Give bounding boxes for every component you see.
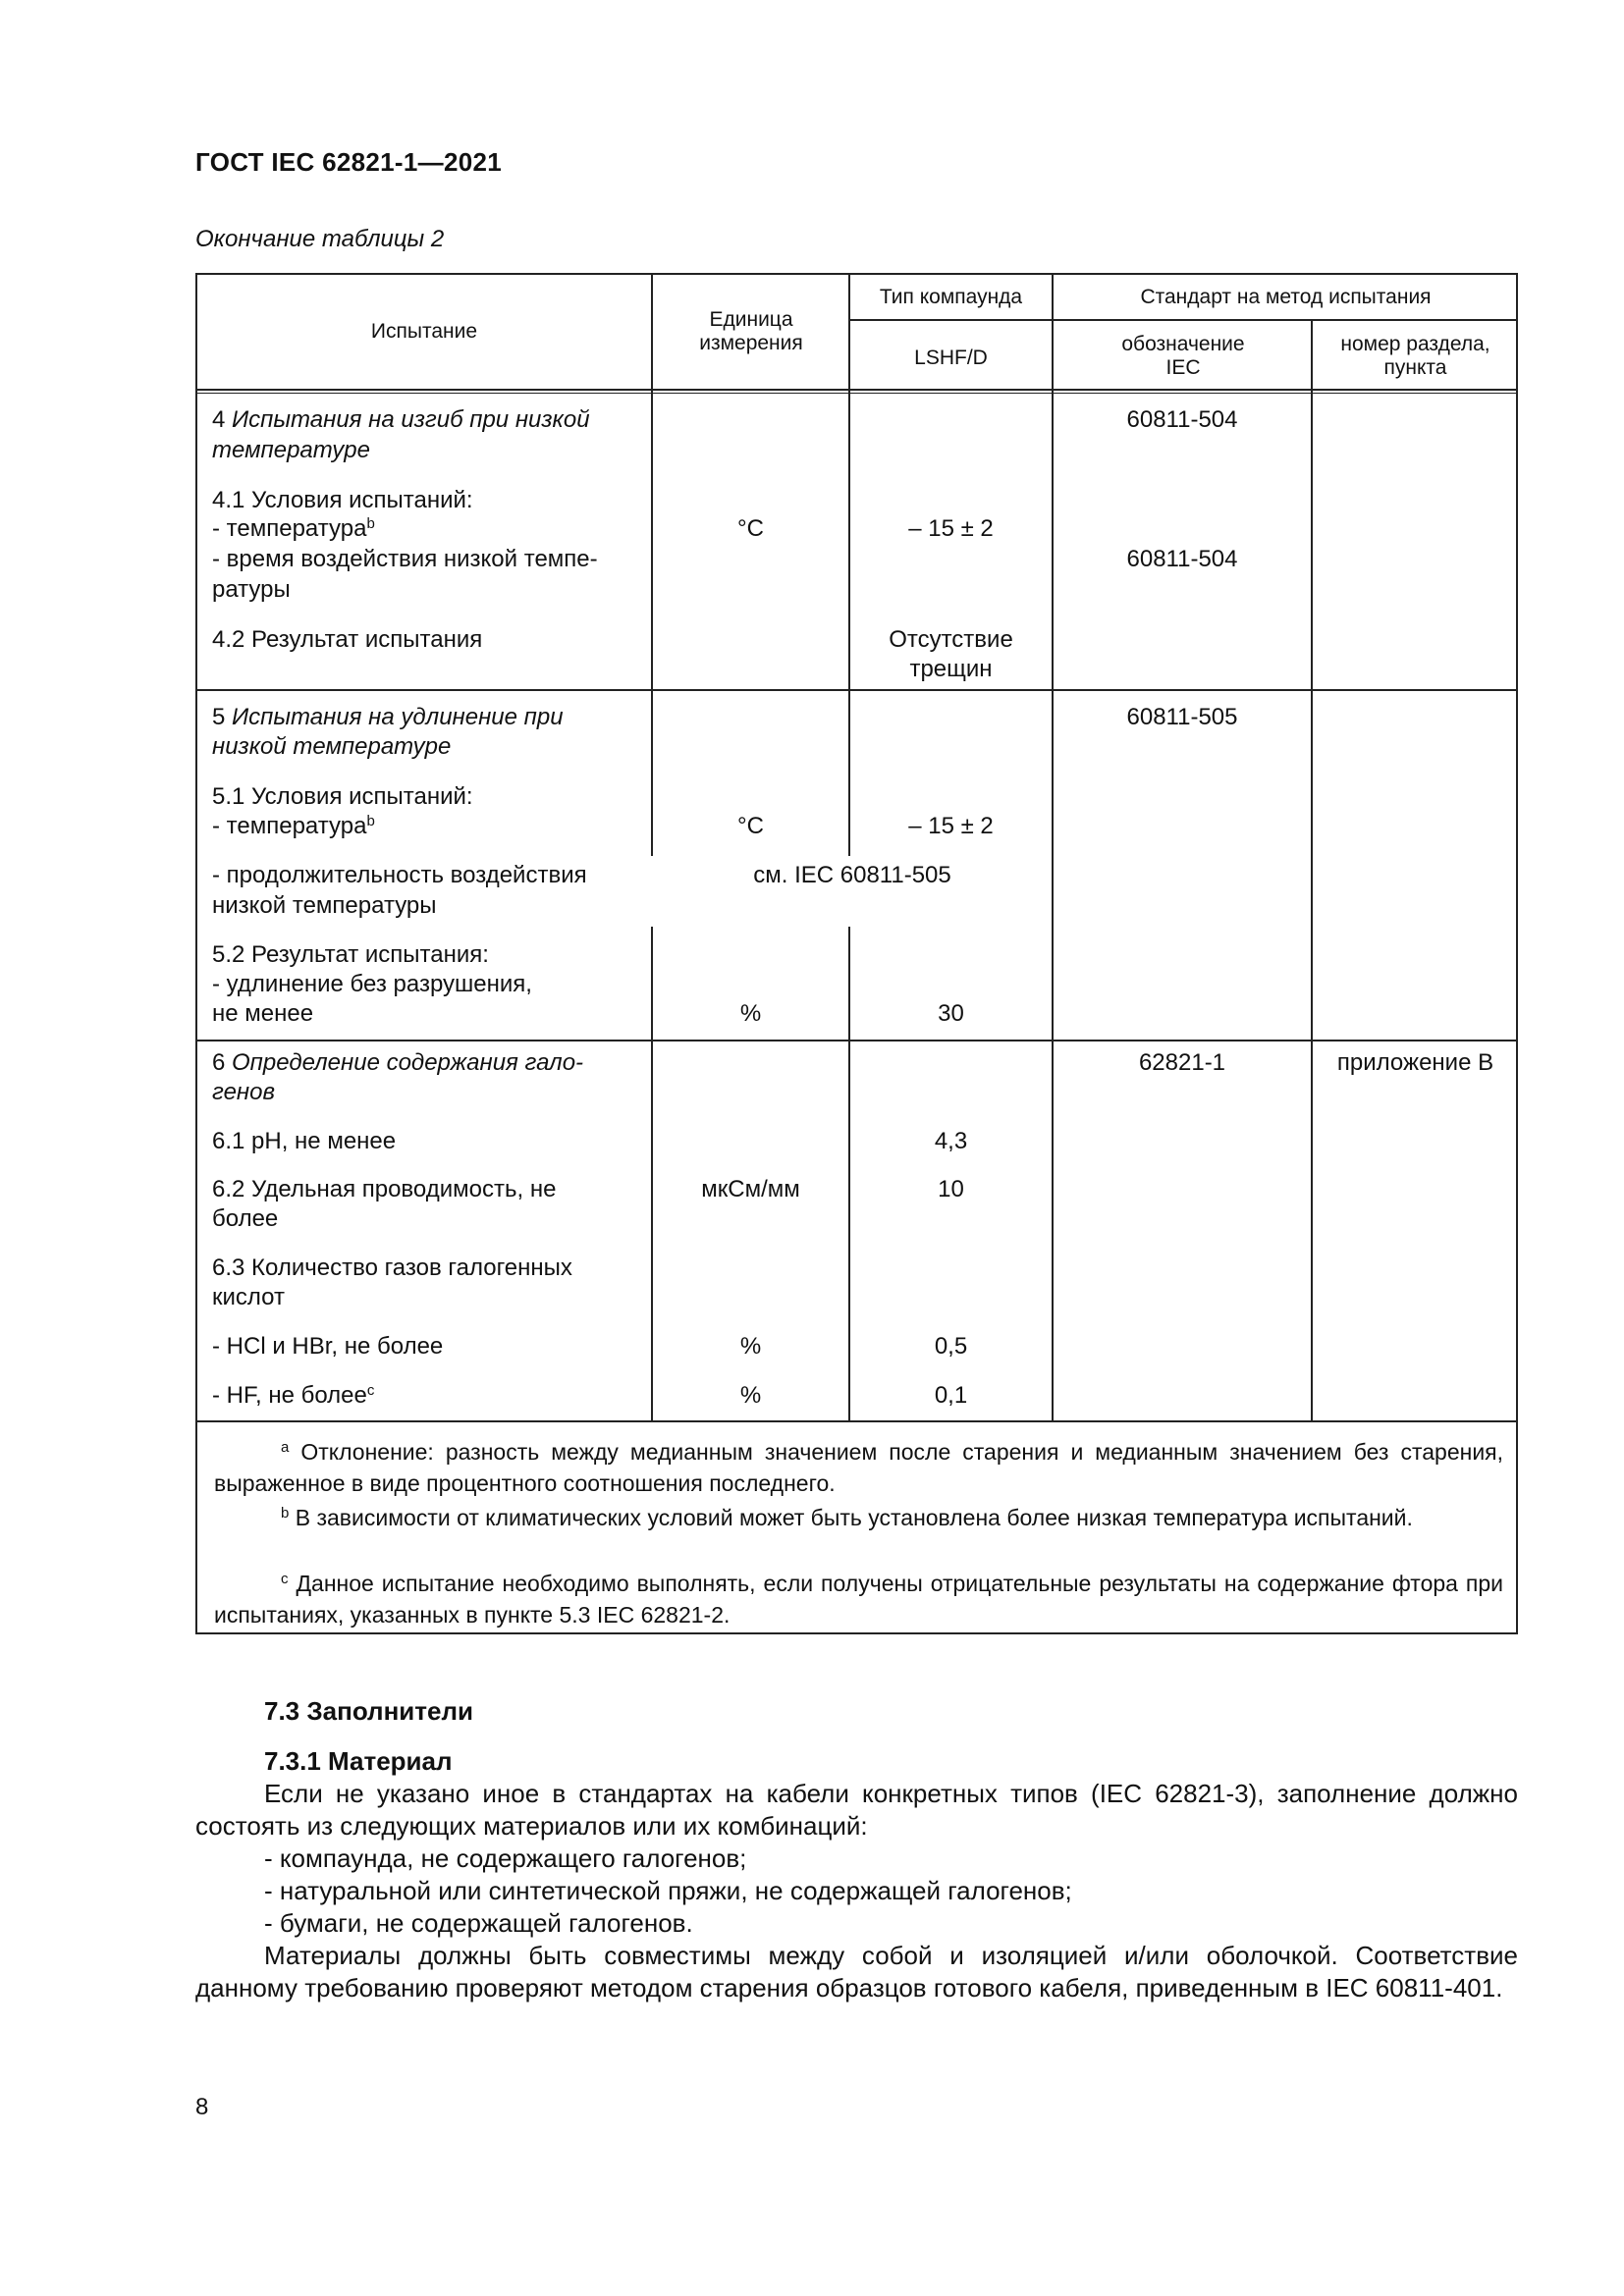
heading-7-3-1: 7.3.1 Материал (264, 1746, 453, 1776)
s6-hcl-val: 0,5 (934, 1333, 968, 1360)
s5-result-2: - удлинение без разрушения, (212, 971, 532, 997)
s5-duration-2: низкой температуры (212, 892, 437, 919)
s6-hcl: - HCl и HBr, не более (212, 1333, 444, 1360)
s5-title: 5 Испытания на удлинение при (212, 704, 564, 730)
footnote-c (214, 1568, 1503, 1630)
s5-result-3: не менее (212, 1000, 314, 1027)
s5-duration-val: см. IEC 60811-505 (753, 862, 951, 888)
s5-temp-sup: b (366, 813, 375, 829)
s6-ph-val: 4,3 (934, 1128, 968, 1154)
s4-temp-label: - температура (212, 515, 367, 542)
s5-temp-label: - температура (212, 813, 367, 839)
s4-time-2: ратуры (212, 576, 291, 603)
s5-result-unit: % (739, 1000, 762, 1027)
table-line (195, 689, 1518, 691)
paragraph-1 (195, 1778, 1518, 1842)
table-line (195, 389, 1518, 391)
s5-temp-val: – 15 ± 2 (908, 813, 994, 839)
s4-result: 4.2 Результат испытания (212, 626, 483, 653)
s5-result-val: 30 (938, 1000, 964, 1027)
s4-temp (212, 513, 375, 544)
table-line (848, 319, 1518, 321)
paragraph-2 (195, 1940, 1518, 2004)
s4-time-iec: 60811-504 (1126, 546, 1238, 572)
s6-conductivity-2: более (212, 1205, 279, 1232)
s6-ph: 6.1 pH, не менее (212, 1128, 397, 1154)
s6-conductivity-unit: мкСм/мм (701, 1176, 800, 1202)
s4-time-1: - время воздействия низкой темпе- (212, 546, 598, 572)
list-item: - компаунда, не содержащего галогенов; (264, 1843, 747, 1873)
s4-title-2: температуре (212, 437, 370, 463)
s6-hf-label: - HF, не более (212, 1382, 367, 1409)
footnote-b-mark: b (281, 1505, 290, 1522)
header-compound-type: Тип компаунда (879, 286, 1023, 308)
paragraph-1-text: Если не указано иное в стандартах на кабели конкретных типов (IEC 62821-3), заполнение должно состоять из следующих материалов или их комбинаций: (195, 1779, 1518, 1841)
table-line (195, 393, 1518, 394)
s5-temp (212, 811, 375, 841)
page-number: 8 (195, 2094, 209, 2120)
s5-temp-unit: °C (737, 813, 764, 839)
table-line (1311, 320, 1313, 1421)
s4-temp-val: – 15 ± 2 (908, 515, 994, 542)
s6-gas-1: 6.3 Количество газов галогенных (212, 1255, 572, 1281)
s6-gas-2: кислот (212, 1284, 285, 1310)
table-line (651, 273, 653, 1421)
heading-7-3: 7.3 Заполнители (264, 1696, 473, 1726)
footnote-b (214, 1502, 1503, 1533)
s6-hf (212, 1380, 374, 1411)
header-test: Испытание (370, 320, 478, 343)
s6-iec: 62821-1 (1138, 1049, 1226, 1076)
header-unit: Единица измерения (699, 308, 803, 354)
s5-title-text: Испытания на удлинение при (232, 704, 564, 730)
list-item: - бумаги, не содержащей галогенов. (264, 1908, 693, 1938)
s6-hf-sup: c (366, 1382, 375, 1399)
s6-title-2: генов (212, 1079, 275, 1105)
s4-iec: 60811-504 (1126, 406, 1238, 433)
header-lshf: LSHF/D (914, 347, 988, 369)
footnote-a-mark: а (281, 1439, 290, 1456)
s4-result-val-1: Отсутствие (889, 626, 1013, 653)
s6-hf-val: 0,1 (934, 1382, 968, 1409)
s4-cond: 4.1 Условия испытаний: (212, 487, 473, 513)
s4-temp-unit: °C (737, 515, 764, 542)
table-caption: Окончание таблицы 2 (195, 226, 445, 252)
table-line (195, 1420, 1518, 1422)
footnote-a-text: Отклонение: разность между медианным значением после старения и медианным значением без старения, выраженное в виде процентного соотношения последнего. (214, 1439, 1504, 1496)
s6-title: 6 Определение содержания гало- (212, 1049, 584, 1076)
list-item: - натуральной или синтетической пряжи, не содержащей галогенов; (264, 1876, 1072, 1905)
s4-title: 4 Испытания на изгиб при низкой (212, 406, 590, 433)
header-standard: Стандарт на метод испытания (1140, 286, 1432, 308)
table-line (195, 1040, 1518, 1041)
header-iec: обозначение IEC (1121, 333, 1245, 379)
footnote-b-text: В зависимости от климатических условий может быть установлена более низкая температура испытаний. (295, 1505, 1413, 1530)
footnote-c-text: Данное испытание необходимо выполнять, если получены отрицательные результаты на содержание фтора при испытаниях, указанных в пункте 5.3 IEC 62821-2. (214, 1571, 1504, 1628)
document-header: ГОСТ IEC 62821-1—2021 (195, 147, 502, 177)
s6-conductivity-1: 6.2 Удельная проводимость, не (212, 1176, 557, 1202)
s5-duration-1: - продолжительность воздействия (212, 862, 587, 888)
table-line (1052, 273, 1054, 1421)
footnote-a (214, 1436, 1503, 1499)
s6-title-text: Определение содержания гало- (232, 1049, 584, 1076)
s5-cond: 5.1 Условия испытаний: (212, 783, 473, 810)
s6-section: приложение В (1336, 1049, 1494, 1076)
s5-iec: 60811-505 (1126, 704, 1238, 730)
header-section: номер раздела, пункта (1340, 333, 1490, 379)
s4-result-val-2: трещин (909, 656, 993, 682)
paragraph-2-text: Материалы должны быть совместимы между собой и изоляцией и/или оболочкой. Соответствие данному требованию проверяют методом старения образцов готового кабеля, приведенным в IEC 60811-401. (195, 1941, 1518, 2002)
s6-conductivity-val: 10 (938, 1176, 964, 1202)
s4-title-text: Испытания на изгиб при низкой (232, 406, 590, 433)
s6-hcl-unit: % (739, 1333, 762, 1360)
s6-hf-unit: % (739, 1382, 762, 1409)
footnote-c-mark: c (281, 1571, 289, 1587)
s5-title-2: низкой температуре (212, 733, 452, 760)
s4-temp-sup: b (366, 515, 375, 532)
s5-result-1: 5.2 Результат испытания: (212, 941, 489, 968)
